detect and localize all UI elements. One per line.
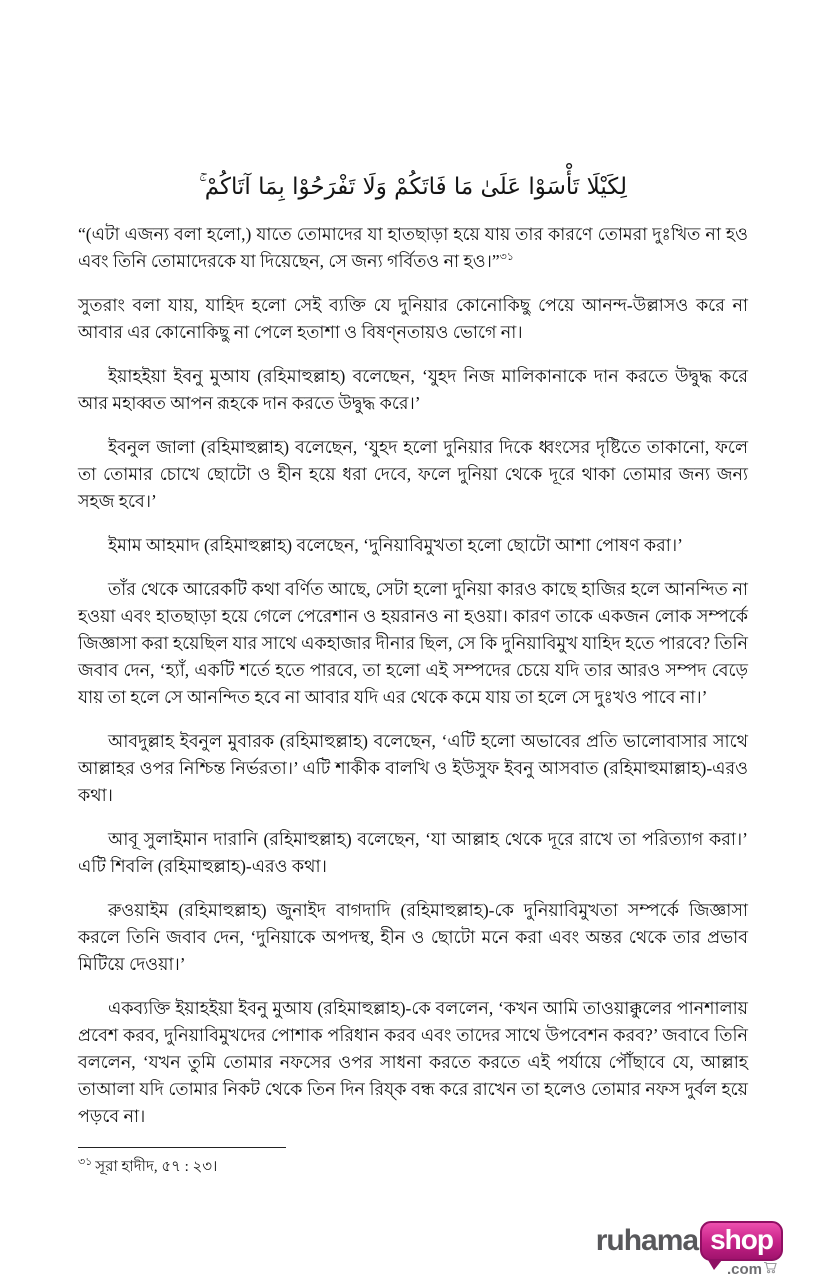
paragraph: আবূ সুলাইমান দারানি (রহিমাহুল্লাহ) বলেছেন, ‘যা আল্লাহ থেকে দূরে রাখে তা পরিত্যাগ করা।’ এটি শিবলি (রহিমাহুল্লাহ)-এরও কথা।: [78, 828, 748, 876]
translation-text: “(এটা এজন্য বলা হলো,) যাতে তোমাদের যা হাতছাড়া হয়ে যায় তার কারণে তোমরা দুঃখিত না হও এবং তিনি তোমাদেরকে যা দিয়েছেন, সে জন্য গর্বিতও না হও।”: [78, 223, 748, 271]
brand-name-shop: shop: [700, 1221, 783, 1261]
shopping-cart-icon: [763, 1261, 777, 1275]
paragraph: ইবনুল জালা (রহিমাহুল্লাহ) বলেছেন, ‘যুহদ হলো দুনিয়ার দিকে ধ্বংসের দৃষ্টিতে তাকানো, ফলে তা তোমার চোখে ছোটো ও হীন হয়ে ধরা দেবে, ফলে দুনিয়া থেকে দূরে থাকা তোমার জন্য জন্য সহজ হবে।’: [78, 436, 748, 511]
brand-tld: [727, 1261, 777, 1275]
arabic-verse: لِكَيْلَا تَأْسَوْا عَلَىٰ مَا فَاتَكُمْ وَلَا تَفْرَحُوْا بِمَا آتَاكُمْ ۚ: [198, 174, 627, 200]
brand-bubble: [700, 1221, 783, 1275]
brand-name-ruhama: ruhama: [595, 1224, 699, 1257]
footnote-block: [78, 1147, 748, 1178]
footnote-divider: [78, 1147, 286, 1148]
footnote: [78, 1156, 748, 1178]
footnote-marker: ৩১: [78, 1155, 93, 1168]
brand-watermark: [595, 1221, 783, 1275]
paragraph: ইমাম আহমাদ (রহিমাহুল্লাহ) বলেছেন, ‘দুনিয়াবিমুখতা হলো ছোটো আশা পোষণ করা।’: [108, 534, 683, 555]
speech-bubble-tail: [708, 1260, 722, 1270]
paragraph: ইয়াহইয়া ইবনু মুআয (রহিমাহুল্লাহ) বলেছেন, ‘যুহদ নিজ মালিকানাকে দান করতে উদ্বুদ্ধ করে আর মহাব্বত আপন রূহকে দান করতে উদ্বুদ্ধ করে।’: [78, 365, 748, 413]
paragraph: তাঁর থেকে আরেকটি কথা বর্ণিত আছে, সেটা হলো দুনিয়া কারও কাছে হাজির হলে আনন্দিত না হওয়া এবং হাতছাড়া হয়ে গেলে পেরেশান ও হয়রানও না হওয়া। কারণ তাকে একজন লোক সম্পর্কে জিজ্ঞাসা করা হয়েছিল যার সাথে একহাজার দীনার ছিল, সে কি দুনিয়াবিমুখ যাহিদ হতে পারবে? তিনি জবাব দেন, ‘হ্যাঁ, একটি শর্তে হতে পারবে, তা হলো এই সম্পদের চেয়ে যদি তার আরও সম্পদ বেড়ে যায় তা হলে সে আনন্দিত হবে না আবার যদি এর থেকে কমে যায় তা হলে সে দুঃখও পাবে না।’: [78, 578, 748, 707]
paragraph: একব্যক্তি ইয়াহইয়া ইবনু মুআয (রহিমাহুল্লাহ)-কে বললেন, ‘কখন আমি তাওয়াক্কুলের পানশালায় প্রবেশ করব, দুনিয়াবিমুখদের পোশাক পরিধান করব এবং তাদের সাথে উপবেশন করব?’ জবাবে তিনি বললেন, ‘যখন তুমি তোমার নফসের ওপর সাধনা করতে করতে এই পর্যায়ে পৌঁছাবে যে, আল্লাহ তাআলা যদি তোমার নিকট থেকে তিন দিন রিয্‌ক বন্ধ করে রাখেন তা হলেও তোমার নফস দুর্বল হয়ে পড়বে না।: [78, 997, 748, 1126]
footnote-text: সূরা হাদীদ, ৫৭ : ২৩।: [95, 1158, 218, 1175]
paragraph: রুওয়াইম (রহিমাহুল্লাহ) জুনাইদ বাগদাদি (রহিমাহুল্লাহ)-কে দুনিয়াবিমুখতা সম্পর্কে জিজ্ঞাসা করলে তিনি জবাব দেন, ‘দুনিয়াকে অপদস্থ, হীন ও ছোটো মনে করা এবং অন্তর থেকে তার প্রভাব মিটিয়ে দেওয়া।’: [78, 899, 748, 974]
paragraph: আবদুল্লাহ ইবনুল মুবারক (রহিমাহুল্লাহ) বলেছেন, ‘এটি হলো অভাবের প্রতি ভালোবাসার সাথে আল্লাহর ওপর নিশ্চিন্ত নির্ভরতা।’ এটি শাকীক বালখি ও ইউসুফ ইবনু আসবাত (রহিমাহুমাল্লাহ)-এরও কথা।: [78, 730, 748, 805]
brand-tld-text: .com: [726, 1261, 762, 1275]
footnote-ref: ৩১: [499, 250, 514, 263]
body-text: [78, 221, 748, 1130]
verse-translation: [78, 221, 748, 275]
paragraph: সুতরাং বলা যায়, যাহিদ হলো সেই ব্যক্তি যে দুনিয়ার কোনোকিছু পেয়ে আনন্দ-উল্লাসও করে না আবার এর কোনোকিছু না পেলে হতাশা ও বিষণ্নতায়ও ভোগে না।: [78, 294, 748, 342]
